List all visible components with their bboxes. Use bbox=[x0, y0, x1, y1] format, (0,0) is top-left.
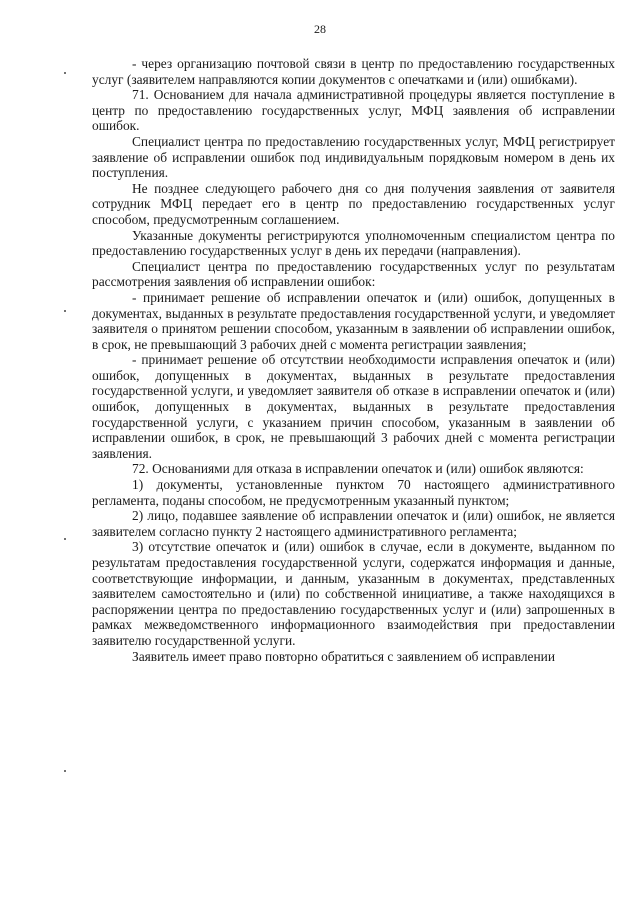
paragraph: Специалист центра по предоставлению государственных услуг, МФЦ регистрирует заявление об исправлении ошибок под индивидуальным порядковым номером в день их поступления. bbox=[92, 133, 615, 181]
paragraph: 71. Основанием для начала административной процедуры является поступление в центр по предоставлению государственных услуг, МФЦ заявления об исправлении ошибок. bbox=[92, 87, 615, 134]
paragraph: - принимает решение об исправлении опечаток и (или) ошибок, допущенных в документах, выданных в результате предоставления государственной услуги, и уведомляет заявителя о принятом решении способом, указанным в заявлении об исправлении ошибок, в срок, не превышающий 3 рабочих дней с момента регистрации заявления; bbox=[92, 289, 615, 352]
paragraph: - через организацию почтовой связи в центр по предоставлению государственных услуг (заявителем направляются копии документов с опечатками и (или) ошибками). bbox=[92, 56, 615, 87]
scan-mark bbox=[64, 770, 66, 772]
paragraph: 3) отсутствие опечаток и (или) ошибок в случае, если в документе, выданном по результатам предоставления государственной услуги, содержатся информация и данные, соответствующие информации, и данным, указанным в документах, представленных заявителем самостоятельно и (или) по собственной инициативе, а также находящихся в распоряжении центра по предоставлению государственных услуг и (или) запрошенных в рамках межведомственного информационного взаимодействия при предоставлении заявителю государственной услуги. bbox=[92, 539, 615, 648]
paragraph: - принимает решение об отсутствии необходимости исправления опечаток и (или) ошибок, допущенных в документах, выданных в результате предоставления государственной услуги, и уведомляет заявителя об отказе в исправлении опечаток и (или) ошибок, допущенных в документах, выданных в результате предоставления государственной услуги, с указанием причин способом, указанным в заявлении об исправлении ошибок, в срок, не превышающий 3 рабочих дней с момента регистрации заявления. bbox=[92, 352, 615, 461]
scan-mark bbox=[64, 72, 66, 74]
scan-mark bbox=[64, 538, 66, 540]
paragraph: 1) документы, установленные пунктом 70 настоящего административного регламента, поданы способом, не предусмотренным указанный пунктом; bbox=[92, 477, 615, 508]
scan-mark bbox=[64, 310, 66, 312]
paragraph: Специалист центра по предоставлению государственных услуг по результатам рассмотрения заявления об исправлении ошибок: bbox=[92, 258, 615, 290]
document-body bbox=[92, 56, 615, 664]
paragraph: Не позднее следующего рабочего дня со дня получения заявления от заявителя сотрудник МФЦ передает его в центр по предоставлению государственных услуг способом, предусмотренным соглашением. bbox=[92, 180, 615, 227]
page-number: 28 bbox=[314, 22, 326, 36]
paragraph: 2) лицо, подавшее заявление об исправлении опечаток и (или) ошибок, не является заявителем согласно пункту 2 настоящего административного регламента; bbox=[92, 508, 615, 539]
paragraph: 72. Основаниями для отказа в исправлении опечаток и (или) ошибок являются: bbox=[132, 461, 584, 477]
paragraph: Заявитель имеет право повторно обратиться с заявлением об исправлении bbox=[132, 648, 555, 664]
paragraph: Указанные документы регистрируются уполномоченным специалистом центра по предоставлению государственных услуг в день их передачи (направления). bbox=[92, 227, 615, 259]
